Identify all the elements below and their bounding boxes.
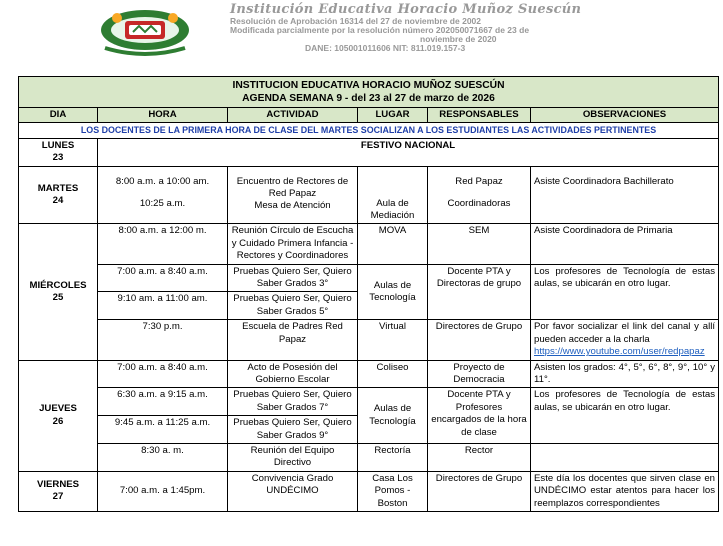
column-header-lugar: LUGAR [358,108,428,123]
observation-cell: Los profesores de Tecnología de estas aulas, se ubicarán en otro lugar. [531,264,719,320]
place-cell: Aulas de Tecnología [358,264,428,320]
place-cell: MOVA [358,224,428,264]
responsible-cell: SEM [428,224,531,264]
day-date: 27 [52,491,64,503]
activity-cell: Pruebas Quiero Ser, Quiero Saber Grados 3° [228,264,358,292]
holiday-note: FESTIVO NACIONAL [98,138,719,166]
responsible-cell: Docente PTA y Profesores encargados de la hora de clase [428,388,531,444]
time-cell: 6:30 a.m. a 9:15 a.m. [98,388,228,416]
table-row [19,388,719,416]
observation-cell: Los profesores de Tecnología de estas aulas, se ubicarán en otro lugar. [531,388,719,444]
modification-line-2: noviembre de 2020 [420,34,497,44]
day-name: LUNES [41,139,75,151]
resolution-line: Resolución de Aprobación 16314 del 27 de noviembre de 2002 [230,16,481,26]
place-cell [358,166,428,224]
table-row [19,471,719,511]
agenda-title-line2: AGENDA SEMANA 9 - del 23 al 27 de marzo de 2026 [242,93,495,104]
day-cell-jueves [19,360,98,471]
column-headers [19,108,719,123]
time-cell: 7:00 a.m. a 8:40 a.m. [98,264,228,292]
observation-cell [531,443,719,471]
table-row [19,166,719,224]
column-header-hora: HORA [98,108,228,123]
place-text: Aula de Mediación [370,197,415,222]
table-row [19,264,719,292]
responsible-cell: Docente PTA y Directoras de grupo [428,264,531,320]
dane-nit-line: DANE: 105001011606 NIT: 811.019.157-3 [305,43,466,53]
time-cell: 8:00 a.m. a 12:00 m. [98,224,228,264]
observation-text: Por favor socializar el link del canal y allí pueden acceder a la charla [534,321,716,345]
activity-text: Encuentro de Rectores de Red Papaz [236,175,349,200]
activity-cell [228,166,358,224]
day-name: MARTES [37,182,79,194]
place-cell: Casa Los Pomos - Boston [358,471,428,511]
youtube-link[interactable]: https://www.youtube.com/user/redpapaz [534,346,705,358]
column-header-actividad: ACTIVIDAD [228,108,358,123]
responsible-text: Coordinadoras [447,198,511,210]
time-cell [98,471,228,511]
responsible-cell [428,166,531,224]
observation-cell: Asisten los grados: 4°, 5°, 6°, 8°, 9°, 10° y 11°. [531,360,719,388]
notice-banner: LOS DOCENTES DE LA PRIMERA HORA DE CLASE DEL MARTES SOCIALIZAN A LOS ESTUDIANTES LAS ACTIVIDADES PERTINENTES [19,123,719,138]
responsible-cell: Directores de Grupo [428,320,531,360]
activity-cell: Pruebas Quiero Ser, Quiero Saber Grados 5° [228,292,358,320]
observation-cell [531,166,719,224]
observation-text: Asiste Coordinadora Bachillerato [534,175,674,187]
responsible-cell: Proyecto de Democracia [428,360,531,388]
time-text: 7:00 a.m. a 1:45pm. [119,484,206,496]
letterhead [0,0,723,66]
column-header-dia: DIA [19,108,98,123]
place-cell: Rectoría [358,443,428,471]
table-row [19,360,719,388]
agenda-table [18,76,719,512]
day-cell-viernes [19,471,98,511]
responsible-text: Red Papaz [455,175,503,187]
column-header-observaciones: OBSERVACIONES [531,108,719,123]
day-name: VIERNES [36,478,80,490]
day-cell-lunes [19,138,98,166]
activity-cell: Pruebas Quiero Ser, Quiero Saber Grados 7° [228,388,358,416]
day-name: JUEVES [39,403,77,415]
place-cell: Coliseo [358,360,428,388]
table-row [19,443,719,471]
responsible-cell: Rector [428,443,531,471]
place-cell: Aulas de Tecnología [358,388,428,444]
activity-cell: Reunión Círculo de Escucha y Cuidado Primera Infancia - Rectores y Coordinadores [228,224,358,264]
time-cell: 7:00 a.m. a 8:40 a.m. [98,360,228,388]
activity-cell: Escuela de Padres Red Papaz [228,320,358,360]
day-cell-miercoles [19,224,98,360]
activity-cell: Acto de Posesión del Gobierno Escolar [228,360,358,388]
time-cell: 8:30 a. m. [98,443,228,471]
agenda-title-line1: INSTITUCION EDUCATIVA HORACIO MUÑOZ SUESCÚN [232,80,505,91]
time-text: 8:00 a.m. a 10:00 am. [115,175,210,187]
day-date: 24 [52,195,64,207]
place-cell: Virtual [358,320,428,360]
activity-cell: Pruebas Quiero Ser, Quiero Saber Grados 9° [228,416,358,444]
time-cell: 9:45 a.m. a 11:25 a.m. [98,416,228,444]
column-header-responsables: RESPONSABLES [428,108,531,123]
day-date: 23 [52,152,64,164]
table-row [19,138,719,166]
day-date: 25 [52,291,64,303]
observation-cell [531,320,719,360]
day-date: 26 [52,415,64,427]
school-logo-icon [95,6,195,58]
activity-cell: Convivencia Grado UNDÉCIMO [228,471,358,511]
activity-cell: Reunión del Equipo Directivo [228,443,358,471]
agenda-title [19,77,719,108]
time-cell: 9:10 am. a 11:00 am. [98,292,228,320]
table-row [19,320,719,360]
modification-line: Modificada parcialmente por la resolución número 202050071667 de 23 de [230,25,530,35]
table-row [19,224,719,264]
day-cell-martes [19,166,98,224]
responsible-cell: Directores de Grupo [428,471,531,511]
time-text: 10:25 a.m. [139,198,186,210]
observation-cell: Este día los docentes que sirven clase en UNDÉCIMO estar atentos para hacer los reemplazos correspondientes [531,471,719,511]
observation-cell: Asiste Coordinadora de Primaria [531,224,719,264]
activity-text: Mesa de Atención [254,200,331,212]
institution-name: Institución Educativa Horacio Muñoz Suescún [230,2,582,17]
time-cell [98,166,228,224]
day-name: MIÉRCOLES [29,279,87,291]
time-cell: 7:30 p.m. [98,320,228,360]
